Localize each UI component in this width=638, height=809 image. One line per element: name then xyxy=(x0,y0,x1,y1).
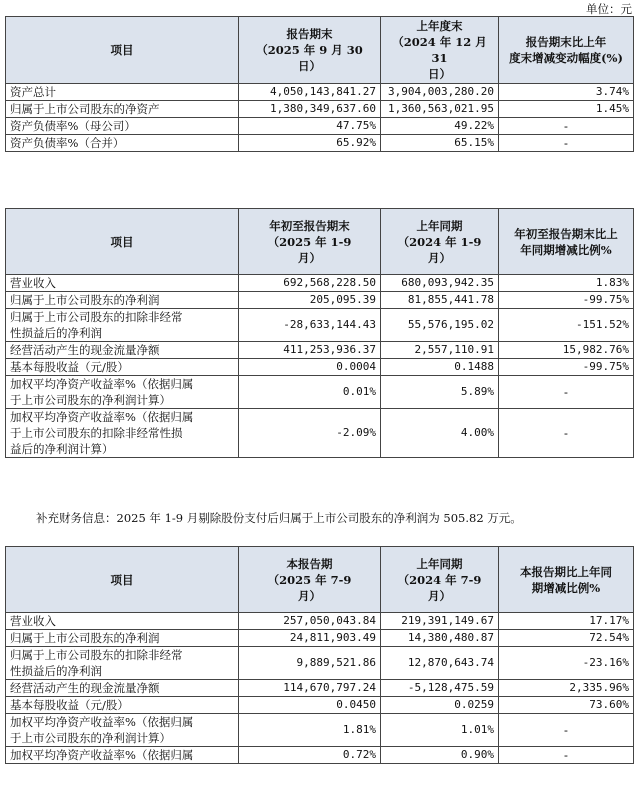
cell-value: - xyxy=(499,409,634,458)
column-header: 年初至报告期末比上 年同期增减比例% xyxy=(499,209,634,275)
cell-value: 17.17% xyxy=(499,613,634,630)
cell-value: 14,380,480.87 xyxy=(381,630,499,647)
cell-value: 219,391,149.67 xyxy=(381,613,499,630)
row-label: 资产总计 xyxy=(6,84,239,101)
row-label: 经营活动产生的现金流量净额 xyxy=(6,342,239,359)
row-label: 经营活动产生的现金流量净额 xyxy=(6,680,239,697)
row-label: 资产负债率%（合并） xyxy=(6,135,239,152)
cell-value: 3.74% xyxy=(499,84,634,101)
row-label: 基本每股收益（元/股） xyxy=(6,697,239,714)
quarter-performance-table xyxy=(5,546,634,764)
row-label: 加权平均净资产收益率%（依据归属 xyxy=(6,747,239,764)
cell-value: 65.15% xyxy=(381,135,499,152)
cell-value: 49.22% xyxy=(381,118,499,135)
table-row xyxy=(6,630,634,647)
unit-label: 单位：元 xyxy=(586,2,632,16)
table-row xyxy=(6,697,634,714)
cell-value: - xyxy=(499,135,634,152)
cell-value: -99.75% xyxy=(499,292,634,309)
cell-value: 1,360,563,021.95 xyxy=(381,101,499,118)
column-header: 上年同期 （2024 年 7-9 月） xyxy=(381,547,499,613)
row-label: 基本每股收益（元/股） xyxy=(6,359,239,376)
row-label: 归属于上市公司股东的净利润 xyxy=(6,292,239,309)
column-header: 项目 xyxy=(6,547,239,613)
cell-value: -23.16% xyxy=(499,647,634,680)
cell-value: 3,904,003,280.20 xyxy=(381,84,499,101)
cell-value: 81,855,441.78 xyxy=(381,292,499,309)
table-row xyxy=(6,309,634,342)
ytd-performance-table xyxy=(5,208,634,458)
balance-sheet-table xyxy=(5,16,634,152)
table-row xyxy=(6,680,634,697)
header-row xyxy=(6,209,634,275)
column-header: 项目 xyxy=(6,209,239,275)
cell-value: -99.75% xyxy=(499,359,634,376)
cell-value: 205,095.39 xyxy=(239,292,381,309)
cell-value: 2,335.96% xyxy=(499,680,634,697)
cell-value: 9,889,521.86 xyxy=(239,647,381,680)
table-row xyxy=(6,135,634,152)
row-label: 归属于上市公司股东的净利润 xyxy=(6,630,239,647)
cell-value: 692,568,228.50 xyxy=(239,275,381,292)
cell-value: - xyxy=(499,747,634,764)
column-header: 上年同期 （2024 年 1-9 月） xyxy=(381,209,499,275)
table-row xyxy=(6,376,634,409)
table-row xyxy=(6,647,634,680)
cell-value: 1.83% xyxy=(499,275,634,292)
table-row xyxy=(6,409,634,458)
header-row xyxy=(6,17,634,84)
cell-value: -5,128,475.59 xyxy=(381,680,499,697)
row-label: 归属于上市公司股东的扣除非经常 性损益后的净利润 xyxy=(6,309,239,342)
table-row xyxy=(6,613,634,630)
cell-value: 65.92% xyxy=(239,135,381,152)
row-label: 归属于上市公司股东的净资产 xyxy=(6,101,239,118)
table-row xyxy=(6,747,634,764)
column-header: 项目 xyxy=(6,17,239,84)
row-label: 资产负债率%（母公司） xyxy=(6,118,239,135)
cell-value: 0.0450 xyxy=(239,697,381,714)
cell-value: 4.00% xyxy=(381,409,499,458)
row-label: 加权平均净资产收益率%（依据归属 于上市公司股东的净利润计算） xyxy=(6,714,239,747)
cell-value: 114,670,797.24 xyxy=(239,680,381,697)
cell-value: 47.75% xyxy=(239,118,381,135)
column-header: 报告期末 （2025 年 9 月 30 日） xyxy=(239,17,381,84)
cell-value: 15,982.76% xyxy=(499,342,634,359)
column-header: 报告期末比上年 度末增减变动幅度(%) xyxy=(499,17,634,84)
cell-value: 257,050,043.84 xyxy=(239,613,381,630)
table-row xyxy=(6,359,634,376)
cell-value: 2,557,110.91 xyxy=(381,342,499,359)
table-row xyxy=(6,101,634,118)
header-row xyxy=(6,547,634,613)
row-label: 营业收入 xyxy=(6,613,239,630)
cell-value: 0.1488 xyxy=(381,359,499,376)
supplementary-note: 补充财务信息：2025 年 1-9 月剔除股份支付后归属于上市公司股东的净利润为 505.82 万元。 xyxy=(36,511,522,525)
table-row xyxy=(6,342,634,359)
row-label: 加权平均净资产收益率%（依据归属 于上市公司股东的扣除非经常性损 益后的净利润计算） xyxy=(6,409,239,458)
cell-value: 0.0004 xyxy=(239,359,381,376)
cell-value: 0.90% xyxy=(381,747,499,764)
cell-value: -28,633,144.43 xyxy=(239,309,381,342)
cell-value: - xyxy=(499,376,634,409)
table-row xyxy=(6,275,634,292)
column-header: 年初至报告期末 （2025 年 1-9 月） xyxy=(239,209,381,275)
cell-value: 0.0259 xyxy=(381,697,499,714)
cell-value: -151.52% xyxy=(499,309,634,342)
table-row xyxy=(6,292,634,309)
cell-value: 5.89% xyxy=(381,376,499,409)
cell-value: 12,870,643.74 xyxy=(381,647,499,680)
cell-value: 73.60% xyxy=(499,697,634,714)
cell-value: 411,253,936.37 xyxy=(239,342,381,359)
cell-value: 4,050,143,841.27 xyxy=(239,84,381,101)
cell-value: 680,093,942.35 xyxy=(381,275,499,292)
cell-value: 1.45% xyxy=(499,101,634,118)
cell-value: 1.81% xyxy=(239,714,381,747)
cell-value: -2.09% xyxy=(239,409,381,458)
cell-value: 0.01% xyxy=(239,376,381,409)
column-header: 本报告期 （2025 年 7-9 月） xyxy=(239,547,381,613)
cell-value: 24,811,903.49 xyxy=(239,630,381,647)
table-row xyxy=(6,714,634,747)
cell-value: 55,576,195.02 xyxy=(381,309,499,342)
cell-value: 0.72% xyxy=(239,747,381,764)
table-row xyxy=(6,118,634,135)
cell-value: - xyxy=(499,118,634,135)
column-header: 上年度末 （2024 年 12 月 31 日） xyxy=(381,17,499,84)
table-row xyxy=(6,84,634,101)
row-label: 加权平均净资产收益率%（依据归属 于上市公司股东的净利润计算） xyxy=(6,376,239,409)
cell-value: 72.54% xyxy=(499,630,634,647)
row-label: 营业收入 xyxy=(6,275,239,292)
cell-value: 1,380,349,637.60 xyxy=(239,101,381,118)
cell-value: 1.01% xyxy=(381,714,499,747)
row-label: 归属于上市公司股东的扣除非经常 性损益后的净利润 xyxy=(6,647,239,680)
column-header: 本报告期比上年同 期增减比例% xyxy=(499,547,634,613)
cell-value: - xyxy=(499,714,634,747)
